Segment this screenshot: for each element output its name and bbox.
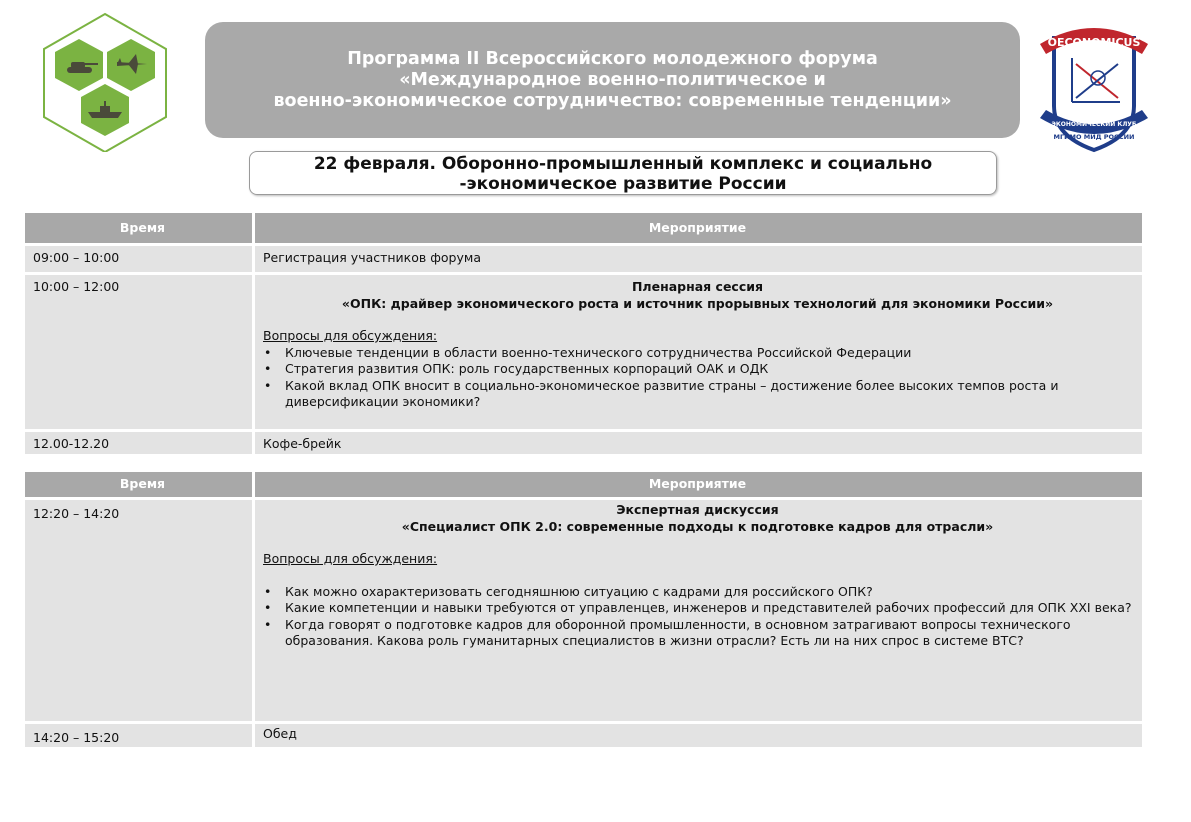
subtitle-line-1: 22 февраля. Оборонно-промышленный комплекс и социально: [313, 154, 933, 174]
row-time: 10:00 – 12:00: [25, 272, 255, 429]
list-item: • Стратегия развития ОПК: роль государственных корпораций ОАК и ОДК: [263, 361, 1132, 378]
questions-label: Вопросы для обсуждения:: [263, 328, 438, 343]
title-line-2: «Международное военно-политическое и: [399, 70, 826, 90]
session-subtitle: «Специалист ОПК 2.0: современные подходы к подготовке кадров для отрасли»: [401, 518, 994, 534]
table-header-row: [25, 472, 1142, 497]
emblem-bottom-text-2: МГИМО МИД РОССИИ: [1053, 133, 1135, 141]
list-item: • Какие компетенции и навыки требуются от управленцев, инженеров и представителей рабочих профессий для ОПК XXI века?: [263, 600, 1132, 617]
emblem-bottom-text-1: ЭКОНОМИЧЕСКИЙ КЛУБ: [1051, 121, 1137, 128]
row-event: Кофе-брейк: [255, 429, 1142, 454]
session-title: Экспертная дискуссия: [616, 502, 779, 517]
schedule-table-2: [25, 472, 1142, 747]
row-event: [255, 272, 1142, 429]
oeconomicus-club-emblem-icon: [1032, 18, 1156, 156]
col-event-header: Мероприятие: [255, 472, 1142, 497]
session-title: Пленарная сессия: [631, 279, 764, 294]
list-item: • Ключевые тенденции в области военно-технического сотрудничества Российской Федерации: [263, 345, 1132, 362]
col-event-header: Мероприятие: [255, 213, 1142, 243]
list-item: • Когда говорят о подготовке кадров для оборонной промышленности, в основном затрагивают вопросы технического образования. Какова роль гуманитарных специалистов в жизни отрасли? Есть ли на них спрос в системе ВТС?: [263, 617, 1132, 650]
subtitle-line-2: -экономическое развитие России: [459, 174, 787, 194]
hexagon-military-logo-icon: [40, 12, 170, 152]
emblem-top-text: OECONOMICUS: [1047, 36, 1141, 49]
session-subtitle: «ОПК: драйвер экономического роста и источник прорывных технологий для экономики России»: [341, 295, 1054, 311]
day-subtitle: [249, 151, 997, 195]
questions-list: [263, 584, 1132, 650]
col-time-header: Время: [25, 472, 255, 497]
row-time: 12.00-12.20: [25, 429, 255, 454]
schedule-table-1: [25, 213, 1142, 454]
row-time: 09:00 – 10:00: [25, 243, 255, 272]
title-line-3: военно-экономическое сотрудничество: современные тенденции»: [273, 91, 952, 111]
row-event: Регистрация участников форума: [255, 243, 1142, 272]
row-event: Обед: [255, 721, 1142, 747]
row-time: 14:20 – 15:20: [25, 721, 255, 747]
table-row: [25, 429, 1142, 454]
table-header-row: [25, 213, 1142, 243]
col-time-header: Время: [25, 213, 255, 243]
list-item: • Как можно охарактеризовать сегодняшнюю ситуацию с кадрами для российского ОПК?: [263, 584, 1132, 601]
forum-title: [205, 22, 1020, 138]
title-line-1: Программа II Всероссийского молодежного форума: [347, 49, 878, 69]
row-event: [255, 497, 1142, 721]
table-row: [25, 497, 1142, 721]
table-row: [25, 721, 1142, 747]
table-row: [25, 272, 1142, 429]
table-row: [25, 243, 1142, 272]
questions-label: Вопросы для обсуждения:: [263, 551, 438, 566]
questions-list: [263, 345, 1132, 411]
list-item: • Какой вклад ОПК вносит в социально-экономическое развитие страны – достижение более высоких темпов роста и диверсификации экономики?: [263, 378, 1132, 411]
row-time: 12:20 – 14:20: [25, 497, 255, 721]
